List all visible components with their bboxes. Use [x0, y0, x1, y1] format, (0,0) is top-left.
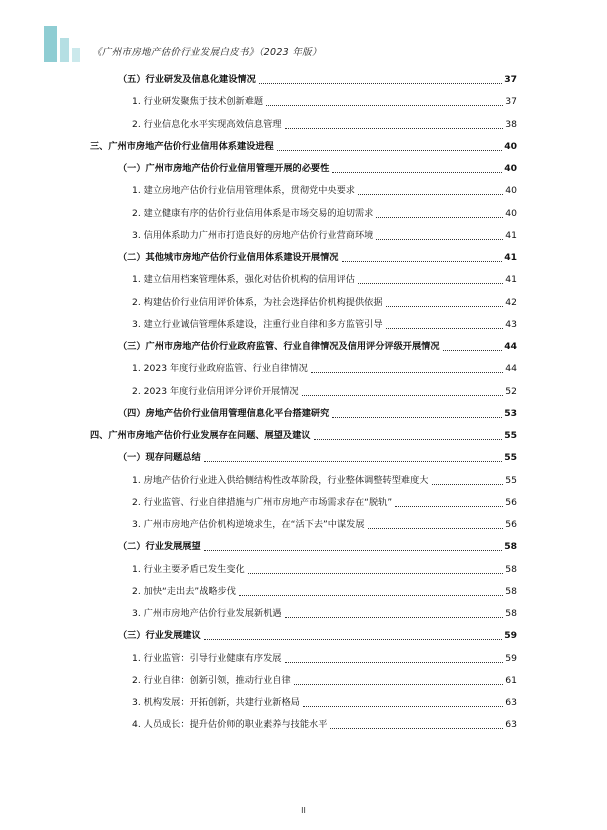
toc-entry-title: （一）现存问题总结 [118, 452, 201, 464]
toc-entry[interactable] [132, 473, 517, 489]
toc-entry-page: 58 [505, 608, 517, 619]
toc-entry-title: 1. 建立房地产估价行业信用管理体系，贯彻党中央要求 [132, 185, 355, 197]
running-header: 《广州市房地产估价行业发展白皮书》（2023 年版） [92, 47, 322, 58]
toc-entry-title: （二）其他城市房地产估价行业信用体系建设开展情况 [118, 252, 339, 263]
toc-entry[interactable] [118, 161, 517, 177]
toc-leader-dots [248, 573, 504, 574]
toc-entry[interactable] [118, 72, 517, 88]
toc-entry-title: 1. 2023 年度行业政府监管、行业自律情况 [132, 363, 308, 375]
toc-leader-dots [314, 439, 503, 440]
toc-leader-dots [386, 306, 504, 307]
toc-leader-dots [432, 484, 504, 485]
toc-entry[interactable] [132, 717, 517, 733]
toc-entry-title: 1. 行业主要矛盾已发生变化 [132, 563, 245, 575]
toc-entry-page: 37 [504, 74, 517, 85]
toc-entry-page: 40 [504, 140, 517, 152]
toc-entry-page: 58 [505, 585, 517, 597]
toc-leader-dots [332, 417, 502, 418]
toc-leader-dots [303, 706, 503, 707]
toc-leader-dots [386, 328, 504, 329]
page-number: II [301, 806, 306, 815]
toc-entry[interactable] [132, 183, 517, 199]
toc-entry-page: 42 [505, 296, 517, 308]
toc-entry-page: 58 [505, 563, 517, 575]
toc-entry[interactable] [132, 695, 517, 711]
toc-entry-page: 41 [504, 252, 517, 263]
toc-entry-page: 55 [504, 452, 517, 464]
toc-leader-dots [332, 172, 502, 173]
toc-entry-title: （三）行业发展建议 [118, 630, 201, 642]
toc-entry-page: 38 [505, 118, 517, 130]
toc-leader-dots [204, 461, 503, 462]
toc-entry-title: 2. 2023 年度行业信用评分评价开展情况 [132, 385, 299, 397]
toc-leader-dots [239, 595, 503, 596]
toc-entry-page: 41 [505, 274, 517, 286]
toc-entry-page: 40 [504, 163, 517, 174]
toc-entry[interactable] [132, 228, 517, 244]
toc-leader-dots [259, 83, 502, 84]
toc-entry-page: 44 [504, 341, 517, 352]
toc-entry-page: 44 [505, 363, 517, 375]
toc-entry-page: 40 [505, 185, 517, 197]
toc-entry[interactable] [90, 428, 517, 444]
toc-entry[interactable] [118, 539, 517, 555]
toc-entry-page: 63 [505, 697, 517, 708]
toc-leader-dots [302, 395, 504, 396]
toc-entry-title: 1. 行业监管：引导行业健康有序发展 [132, 652, 282, 664]
toc-entry[interactable] [132, 606, 517, 622]
toc-leader-dots [285, 617, 504, 618]
toc-entry[interactable] [132, 495, 517, 511]
toc-leader-dots [358, 283, 503, 284]
toc-leader-dots [376, 217, 503, 218]
toc-leader-dots [277, 150, 502, 151]
toc-entry[interactable] [132, 517, 517, 533]
toc-leader-dots [294, 684, 504, 685]
toc-entry[interactable] [132, 584, 517, 600]
toc-entry[interactable] [132, 562, 517, 578]
bar-logo-icon [44, 26, 84, 62]
toc-entry[interactable] [132, 317, 517, 333]
toc-entry-page: 37 [505, 96, 517, 108]
toc-entry-title: 2. 建立健康有序的估价行业信用体系是市场交易的迫切需求 [132, 207, 374, 219]
toc-entry[interactable] [90, 139, 517, 155]
toc-entry-page: 55 [504, 430, 517, 441]
toc-leader-dots [376, 239, 503, 240]
toc-entry-title: （三）广州市房地产估价行业政府监管、行业自律情况及信用评分评级开展情况 [118, 341, 440, 352]
toc-entry-title: 3. 建立行业诚信管理体系建设，注重行业自律和多方监管引导 [132, 318, 383, 330]
toc-leader-dots [368, 528, 504, 529]
toc-entry[interactable] [132, 206, 517, 222]
toc-entry[interactable] [118, 450, 517, 466]
toc-entry-page: 61 [505, 674, 517, 686]
toc-entry[interactable] [132, 94, 517, 110]
toc-entry[interactable] [132, 361, 517, 377]
toc-entry-page: 56 [505, 519, 517, 530]
toc-entry-page: 52 [505, 385, 517, 397]
toc-leader-dots [285, 128, 504, 129]
toc-entry[interactable] [132, 651, 517, 667]
toc-entry-page: 59 [505, 652, 517, 664]
toc-leader-dots [358, 194, 503, 195]
toc-entry-page: 53 [504, 407, 517, 419]
toc-entry-page: 43 [505, 318, 517, 330]
toc-entry-title: 3. 信用体系助力广州市打造良好的房地产估价行业营商环境 [132, 229, 374, 241]
toc-leader-dots [443, 350, 503, 351]
toc-leader-dots [342, 261, 503, 262]
toc-entry-title: 2. 行业自律：创新引领，推动行业自律 [132, 674, 291, 686]
toc-entry[interactable] [132, 117, 517, 133]
toc-entry-title: 3. 广州市房地产估价行业发展新机遇 [132, 608, 282, 619]
toc-leader-dots [266, 105, 503, 106]
toc-entry-title: 1. 行业研发聚焦于技术创新难题 [132, 96, 264, 108]
toc-entry-title: 四、广州市房地产估价行业发展存在问题、展望及建议 [90, 430, 311, 441]
toc-entry-title: 三、广州市房地产估价行业信用体系建设进程 [90, 140, 274, 152]
toc-entry-title: （二）行业发展展望 [118, 541, 201, 553]
toc-entry-title: 3. 广州市房地产估价机构逆境求生，在“活下去”中谋发展 [132, 519, 365, 530]
toc-entry-title: 2. 构建估价行业信用评价体系，为社会选择估价机构提供依据 [132, 296, 383, 308]
toc-entry-title: （五）行业研发及信息化建设情况 [118, 74, 256, 85]
toc-leader-dots [395, 506, 503, 507]
toc-entry-title: 2. 行业监管、行业自律措施与广州市房地产市场需求存在“脱轨” [132, 496, 393, 508]
toc-entry[interactable] [132, 295, 517, 311]
toc-leader-dots [204, 639, 503, 640]
toc-entry-title: 1. 建立信用档案管理体系，强化对估价机构的信用评估 [132, 274, 355, 286]
toc-leader-dots [204, 550, 503, 551]
toc-entry-page: 40 [505, 207, 517, 219]
toc-entry-page: 59 [504, 630, 517, 642]
toc-entry-page: 55 [505, 474, 517, 486]
toc-entry-title: （一）广州市房地产估价行业信用管理开展的必要性 [118, 163, 330, 174]
toc-entry-page: 58 [504, 541, 517, 553]
toc-entry-title: 3. 机构发展：开拓创新，共建行业新格局 [132, 697, 300, 708]
toc-entry-title: 1. 房地产估价行业进入供给侧结构性改革阶段，行业整体调整转型难度大 [132, 474, 429, 486]
toc-entry-page: 56 [505, 496, 517, 508]
toc-entry-title: 4. 人员成长：提升估价师的职业素养与技能水平 [132, 719, 328, 731]
toc-entry[interactable] [118, 339, 517, 355]
toc-entry[interactable] [132, 384, 517, 400]
toc-entry-page: 63 [505, 719, 517, 731]
toc-entry[interactable] [118, 406, 517, 422]
toc-leader-dots [311, 372, 503, 373]
toc-entry[interactable] [132, 272, 517, 288]
toc-entry-title: （四）房地产估价行业信用管理信息化平台搭建研究 [118, 407, 330, 419]
toc-entry[interactable] [132, 673, 517, 689]
toc-leader-dots [285, 662, 504, 663]
toc-leader-dots [330, 728, 503, 729]
toc-entry[interactable] [118, 250, 517, 266]
toc-entry[interactable] [118, 628, 517, 644]
toc-entry-title: 2. 行业信息化水平实现高效信息管理 [132, 118, 282, 130]
toc-entry-page: 41 [505, 229, 517, 241]
toc-entry-title: 2. 加快“走出去”战略步伐 [132, 585, 236, 597]
